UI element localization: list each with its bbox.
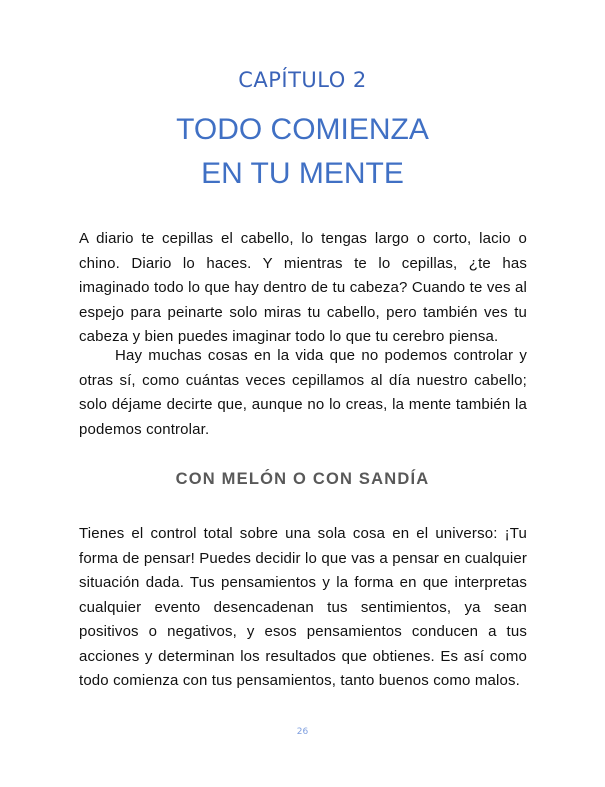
paragraph-text: A diario te cepillas el cabello, lo tengas largo o corto, lacio o chino. Diario lo haces. Y mientras te lo cepillas, ¿te has imaginado todo lo que hay dentro de tu cabeza? Cuando te ves al espejo para peinarte solo miras tu cabello, pero también ves tu cabeza y bien puedes imaginar todo lo que tu cerebro piensa. [79,230,527,345]
chapter-title-line-2: EN TU MENTE [201,157,404,190]
section-paragraph-1 [79,522,527,694]
chapter-label: CAPÍTULO 2 [238,68,367,92]
paragraph-text: Hay muchas cosas en la vida que no podemos controlar y otras sí, como cuántas veces cepillamos al día nuestro cabello; solo déjame decirte que, aunque no lo creas, la mente también la podemos controlar. [79,347,527,438]
paragraph-text: Tienes el control total sobre una sola cosa en el universo: ¡Tu forma de pensar! Puedes decidir lo que vas a pensar en cualquier situación dada. Tus pensamientos y la forma en que interpretas cualquier evento desencadenan tus sentimientos, ya sean positivos o negativos, y esos pensamientos conducen a tus acciones y determinan los resultados que obtienes. Es así como todo comienza con tus pensamientos, tanto buenos como malos. [79,525,527,689]
chapter-title [0,108,605,196]
chapter-title-line-1: TODO COMIENZA [176,113,429,146]
page-number: 26 [296,727,309,737]
intro-paragraph-1 [79,227,527,350]
intro-paragraph-2 [79,344,527,442]
section-title: CON MELÓN O CON SANDÍA [175,470,430,488]
